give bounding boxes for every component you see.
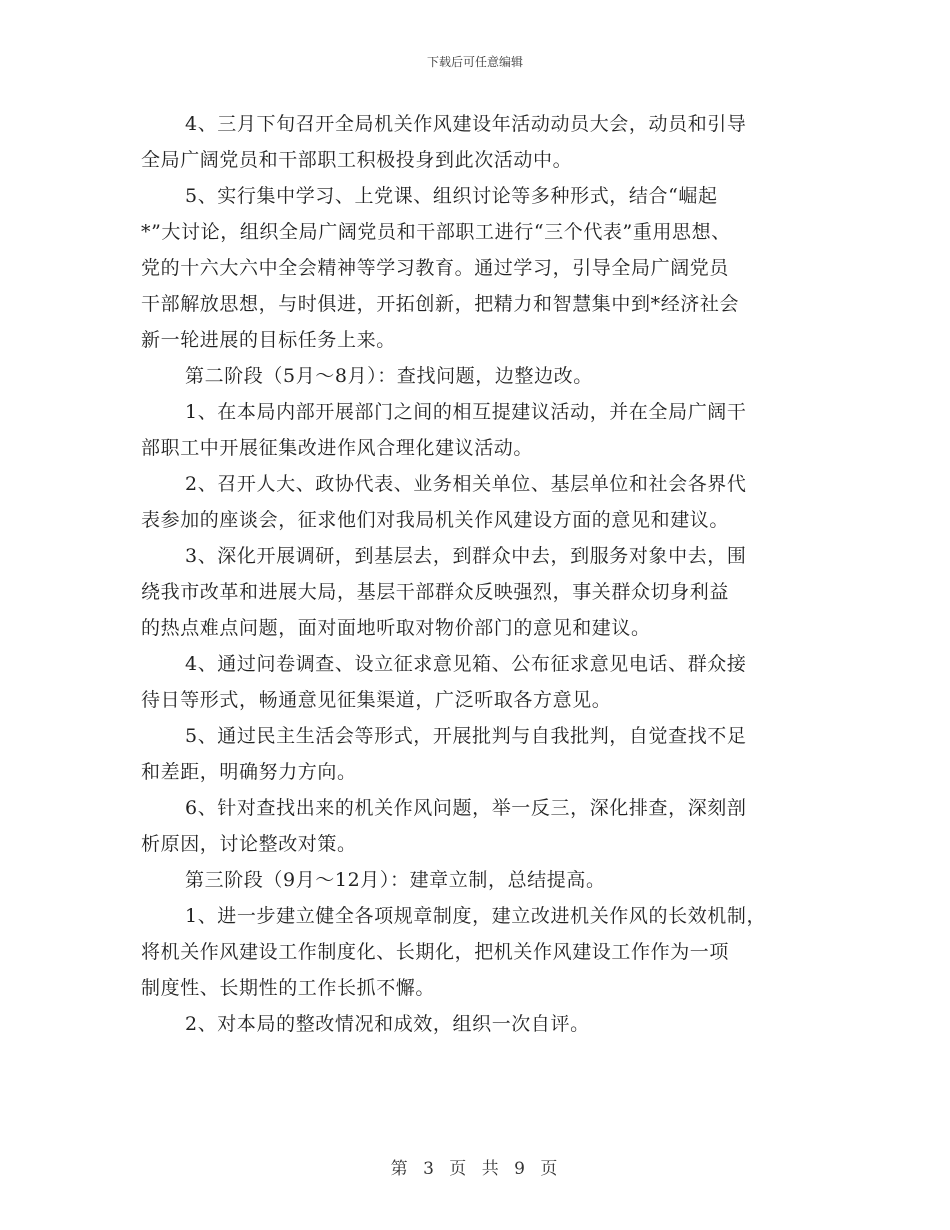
page-footer: 第 3 页 共 9 页 — [390, 1159, 560, 1179]
text-line: 全局广阔党员和干部职工积极投身到此次活动中。 — [141, 149, 573, 171]
document-body — [141, 106, 811, 1042]
text-line: 2、对本局的整改情况和成效，组织一次自评。 — [185, 1013, 590, 1035]
text-line: 第三阶段（9月～12月）：建章立制，总结提高。 — [185, 869, 606, 891]
text-line: 干部解放思想，与时俱进，开拓创新，把精力和智慧集中到*经济社会 — [141, 293, 740, 315]
text-line: 新一轮进展的目标任务上来。 — [141, 329, 396, 351]
text-line: 第二阶段（5月～8月）：查找问题，边整边改。 — [185, 365, 593, 387]
text-line: 4、三月下旬召开全局机关作风建设年活动动员大会，动员和引导 — [185, 113, 747, 135]
text-line: 4、通过问卷调查、设立征求意见箱、公布征求意见电话、群众接 — [185, 653, 747, 675]
text-line: 和差距，明确努力方向。 — [141, 761, 357, 783]
text-line: 党的十六大六中全会精神等学习教育。通过学习，引导全局广阔党员 — [141, 257, 730, 279]
text-line: 析原因，讨论整改对策。 — [141, 833, 357, 855]
text-line: 1、进一步建立健全各项规章制度，建立改进机关作风的长效机制， — [185, 905, 767, 927]
text-line: 表参加的座谈会，征求他们对我局机关作风建设方面的意见和建议。 — [141, 509, 730, 531]
text-line: 3、深化开展调研，到基层去，到群众中去，到服务对象中去，围 — [185, 545, 747, 567]
text-line: 1、在本局内部开展部门之间的相互提建议活动，并在全局广阔干 — [185, 401, 747, 423]
text-line: 制度性、长期性的工作长抓不懈。 — [141, 977, 436, 999]
text-line: 部职工中开展征集改进作风合理化建议活动。 — [141, 437, 534, 459]
page-header: 下载后可任意编辑 — [426, 55, 523, 69]
text-line: *”大讨论，组织全局广阔党员和干部职工进行“三个代表”重用思想、 — [141, 221, 731, 243]
text-line: 6、针对查找出来的机关作风问题，举一反三，深化排查，深刻剖 — [185, 797, 747, 819]
text-line: 待日等形式，畅通意见征集渠道，广泛听取各方意见。 — [141, 689, 612, 711]
text-line: 5、实行集中学习、上党课、组织讨论等多种形式，结合“崛起 — [185, 185, 718, 207]
text-line: 绕我市改革和进展大局，基层干部群众反映强烈，事关群众切身利益 — [141, 581, 730, 603]
text-line: 5、通过民主生活会等形式，开展批判与自我批判，自觉查找不足 — [185, 725, 747, 747]
text-line: 的热点难点问题，面对面地听取对物价部门的意见和建议。 — [141, 617, 651, 639]
text-line: 2、召开人大、政协代表、业务相关单位、基层单位和社会各界代 — [185, 473, 747, 495]
text-line: 将机关作风建设工作制度化、长期化，把机关作风建设工作作为一项 — [141, 941, 730, 963]
